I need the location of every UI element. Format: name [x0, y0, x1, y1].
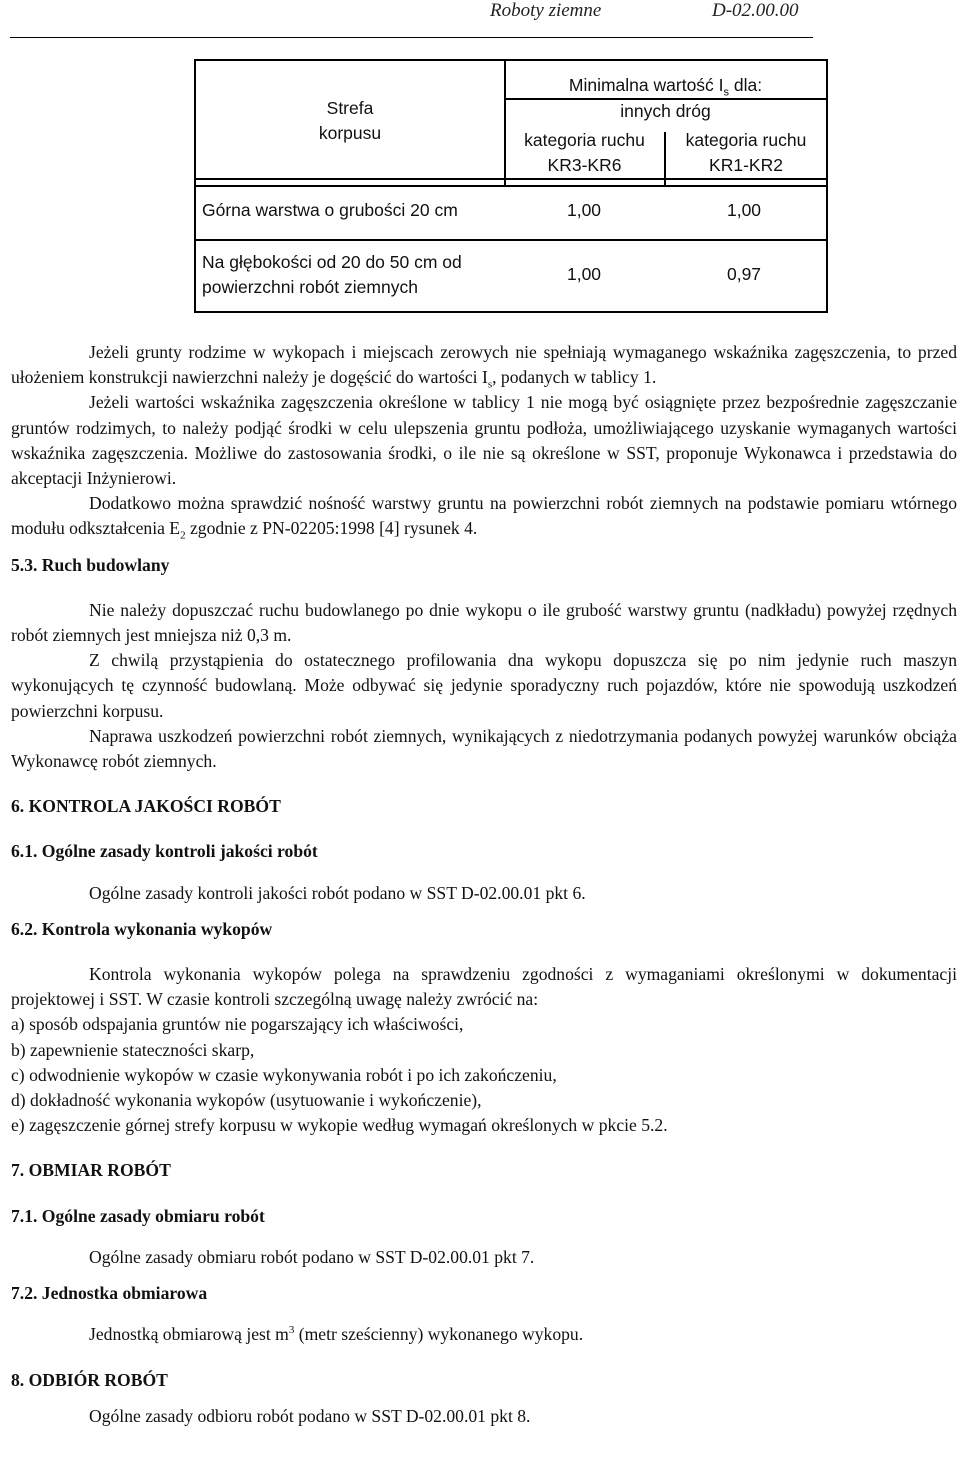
heading-5-3: 5.3. Ruch budowlany [11, 554, 170, 575]
list-item: a) sposób odspajania gruntów nie pogarszający ich właściwości, [11, 1014, 464, 1035]
list-item: c) odwodnienie wykopów w czasie wykonywania robót i po ich zakończeniu, [11, 1064, 557, 1085]
para-unit: Jednostką obmiarową jest $m^3$ (metr sześcienny) wykonanego wykopu. [89, 1324, 584, 1345]
row1-kr36: 1,00 [566, 200, 602, 220]
page-header [0, 0, 960, 38]
list-item: d) dokładność wykonania wykopów (usytuowanie i wykończenie), [11, 1090, 482, 1111]
col-group-header: Minimalna wartość $I_s$ dla: [568, 75, 763, 99]
control-list [11, 1012, 957, 1138]
heading-6-1: 6.1. Ogólne zasady kontroli jakości robót [11, 841, 318, 862]
para-measurement: Ogólne zasady obmiaru robót podano w SST D-02.00.01 pkt 7. [89, 1246, 535, 1267]
row2-kr12: 0,97 [726, 264, 762, 284]
col-kr12-header: kategoria ruchu KR1-KR2 [685, 130, 807, 175]
para-traffic-ban: Nie należy dopuszczać ruchu budowlanego po dnie wykopu o ile grubość warstwy gruntu (nadkładu) powyżej rzędnych robót ziemnych jest mniejsza niż 0,3 m. [11, 599, 957, 646]
para-traffic-profiling: Z chwilą przystąpienia do ostatecznego profilowania dna wykopu dopuszcza się po nim jedynie ruch maszyn wykonujących tę czynność budowlaną. Może odbywać się jedynie sporadyczny ruch pojazdów, które nie spowodują uszkodzeń powierzchni korpusu. [11, 650, 957, 721]
header-title: Roboty ziemne [490, 0, 602, 21]
document-body [11, 340, 957, 1429]
col-zone-header: Strefa korpusu [318, 98, 382, 143]
col-subgroup-header: innych dróg [620, 101, 711, 121]
row2-zone: Na głębokości od 20 do 50 cm od powierzchni robót ziemnych [202, 252, 462, 297]
para-quality-control: Ogólne zasady kontroli jakości robót podano w SST D-02.00.01 pkt 6. [89, 882, 586, 903]
heading-7-1: 7.1. Ogólne zasady obmiaru robót [11, 1205, 265, 1226]
heading-7-2: 7.2. Jednostka obmiarowa [11, 1283, 208, 1304]
para-repair: Naprawa uszkodzeń powierzchni robót ziemnych, wynikających z niedotrzymania podanych powyżej warunków obciąża Wykonawcę robót ziemnych. [11, 725, 957, 772]
para-soil-compaction: Jeżeli grunty rodzime w wykopach i miejscach zerowych nie spełniają wymaganego wskaźnika zagęszczenia, to przed ułożeniem konstrukcji nawierzchni należy je dogęścić do wartości $I_s$, podanych w tablicy 1. [11, 342, 957, 391]
list-item: e) zagęszczenie górnej strefy korpusu w wykopie według wymagań określonych w pkcie 5.2. [11, 1115, 668, 1136]
row1-zone: Górna warstwa o grubości 20 cm [202, 200, 458, 220]
row1-kr12: 1,00 [726, 200, 762, 220]
header-code: D-02.00.00 [712, 0, 799, 21]
compaction-table [194, 59, 828, 313]
list-item: b) zapewnienie stateczności skarp, [11, 1039, 255, 1060]
para-modulus: Dodatkowo można sprawdzić nośność warstwy gruntu na powierzchni robót ziemnych na podstawie pomiaru wtórnego modułu odkształcenia $E_2$ zgodnie z PN-02205:1998 [4] rysunek 4. [11, 493, 957, 542]
para-improvement: Jeżeli wartości wskaźnika zagęszczenia określone w tablicy 1 nie mogą być osiągnięte przez bezpośrednie zagęszczanie gruntów rodzimych, to należy podjąć środki w celu ulepszenia gruntu podłoża, umożliwiającego uzyskanie wymaganych wartości wskaźnika zagęszczenia. Możliwe do zastosowania środki, o ile nie są określone w SST, proponuje Wykonawca i przedstawia do akceptacji Inżynierowi. [11, 392, 957, 489]
heading-7: 7. OBMIAR ROBÓT [11, 1160, 171, 1181]
para-excavation-control: Kontrola wykonania wykopów polega na sprawdzeniu zgodności z wymaganiami określonymi w dokumentacji projektowej i SST. W czasie kontroli szczególną uwagę należy zwrócić na: [11, 964, 957, 1010]
heading-8: 8. ODBIÓR ROBÓT [11, 1369, 168, 1390]
para-acceptance: Ogólne zasady odbioru robót podano w SST D-02.00.01 pkt 8. [89, 1405, 531, 1426]
heading-6-2: 6.2. Kontrola wykonania wykopów [11, 918, 273, 939]
row2-kr36: 1,00 [566, 264, 602, 284]
col-kr36-header: kategoria ruchu KR3-KR6 [524, 130, 645, 175]
heading-6: 6. KONTROLA JAKOŚCI ROBÓT [11, 796, 281, 817]
header-rule [10, 37, 813, 38]
